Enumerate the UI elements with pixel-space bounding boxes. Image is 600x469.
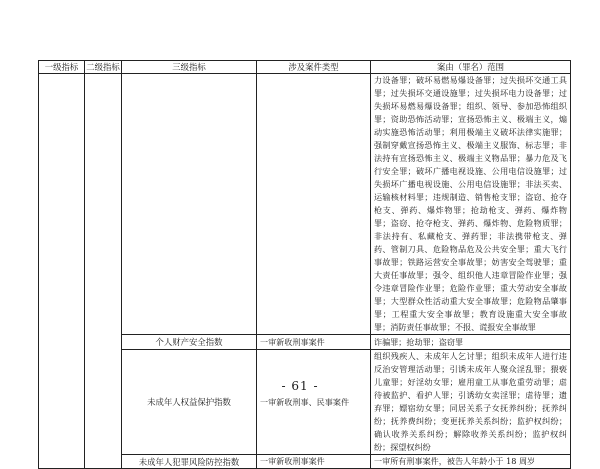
table-row (39, 74, 571, 335)
header-case-type: 涉及案件类型 (257, 61, 371, 74)
cause-cell: 一审所有刑事案件，被告人年龄小于 18 周岁 (371, 455, 571, 469)
cause-cell: 力设备罪；破坏易燃易爆设备罪；过失损坏交通工具罪；过失损坏交通设施罪；过失损坏电力设备罪；过失损坏易燃易爆设备罪；组织、领导、参加恐怖组织罪；资助恐怖活动罪；宣扬恐怖主义、极端主义，煽动实施恐怖活动罪；利用极端主义破坏法律实施罪；强制穿戴宣扬恐怖主义、极端主义服饰、标志罪；非法持有宣扬恐怖主义、极端主义物品罪；暴力危及飞行安全罪；破坏广播电视设施、公用电信设施罪；过失损坏广播电视设施、公用电信设施罪；非法买卖、运输核材料罪；违规制造、销售枪支罪；盗窃、抢夺枪支、弹药、爆炸物罪；抢劫枪支、弹药、爆炸物罪；盗窃、抢夺枪支、弹药、爆炸物、危险物质罪；非法持有、私藏枪支、弹药罪；非法携带枪支、弹药、管制刀具、危险物品危及公共安全罪；重大飞行事故罪；铁路运营安全事故罪；妨害安全驾驶罪；重大责任事故罪；强令、组织他人违章冒险作业罪；强令违章冒险作业罪；危险作业罪；重大劳动安全事故罪；大型群众性活动重大安全事故罪；危险物品肇事罪；工程重大安全事故罪；教育设施重大安全事故罪；消防责任事故罪；不报、谎报安全事故罪 (371, 74, 571, 335)
table-header-row (39, 61, 571, 74)
cause-cell: 诈骗罪；抢劫罪；盗窃罪 (371, 335, 571, 350)
cause-cell: 组织残疾人、未成年人乞讨罪；组织未成年人进行违反治安管理活动罪；引诱未成年人聚众淫乱罪；猥亵儿童罪；好淫幼女罪；雇用童工从事危重劳动罪；虐待被监护、看护人罪；引诱幼女卖淫罪；虐待罪；遗弃罪；嫖宿幼女罪；同居关系子女抚养纠纷；抚养纠纷；抚养费纠纷；变更抚养关系纠纷；监护权纠纷；确认收养关系纠纷；解除收养关系纠纷；监护权纠纷；探望权纠纷 (371, 350, 571, 455)
header-cause-scope: 案由（罪名）范围 (371, 61, 571, 74)
document-table-container (38, 60, 570, 469)
level1-cell (39, 74, 85, 469)
level3-cell: 未成年人犯罪风险防控指数 (122, 455, 257, 469)
case-type-cell: 一审新收刑事案件 (257, 455, 371, 469)
page-number: - 61 - (281, 379, 319, 393)
case-scope-table (38, 60, 571, 469)
header-level2: 二级指标 (86, 62, 120, 72)
level3-cell: 未成年人权益保护指数 (122, 350, 257, 455)
level3-cell: 个人财产安全指数 (122, 335, 257, 350)
case-type-cell: 一审新收刑事案件 (257, 335, 371, 350)
case-type-cell: 一审新收刑事、民事案件 (257, 350, 371, 455)
case-type-cell (257, 74, 371, 335)
level3-cell (122, 74, 257, 335)
level2-cell (85, 74, 122, 469)
header-level3: 三级指标 (122, 61, 257, 74)
header-level1: 一级指标 (39, 61, 85, 74)
